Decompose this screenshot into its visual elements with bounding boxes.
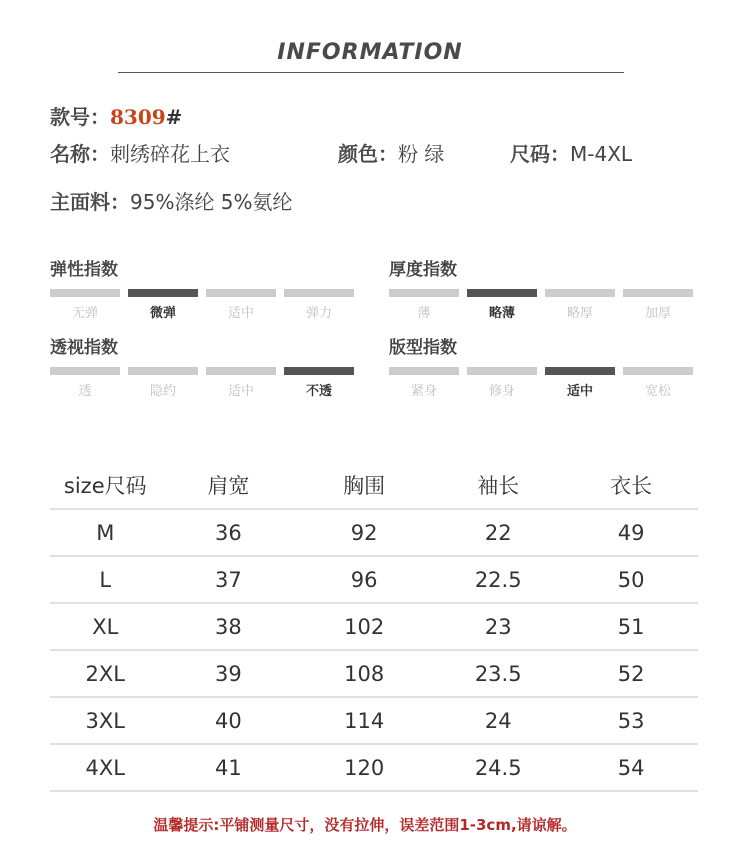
fit-option-label: 修身 xyxy=(488,384,515,399)
elasticity-bar-1 xyxy=(50,289,120,297)
thickness-bar-3 xyxy=(545,289,615,297)
product-name-row xyxy=(50,138,230,167)
table-row xyxy=(50,603,698,650)
fabric-value: 95%涤纶 5%氨纶 xyxy=(130,190,293,214)
fit-bar-1 xyxy=(389,367,459,375)
table-cell: 24 xyxy=(432,697,564,744)
fit-option-label: 适中 xyxy=(566,384,593,399)
header-sleeve: 袖长 xyxy=(477,474,520,498)
elasticity-title: 弹性指数 xyxy=(50,260,118,280)
transparency-bar-4 xyxy=(284,367,354,375)
transparency-bar-2 xyxy=(128,367,198,375)
table-cell: 96 xyxy=(296,556,432,603)
fabric-label: 主面料： xyxy=(50,190,130,214)
table-cell: 92 xyxy=(296,509,432,556)
code-suffix: # xyxy=(165,105,183,129)
size-table xyxy=(50,462,698,792)
table-cell: 22.5 xyxy=(432,556,564,603)
thickness-title: 厚度指数 xyxy=(389,260,457,280)
size-value: M-4XL xyxy=(570,142,633,166)
table-cell: 41 xyxy=(161,744,297,791)
thickness-option-label: 略厚 xyxy=(566,306,593,321)
table-cell: 114 xyxy=(296,697,432,744)
elasticity-option-label: 适中 xyxy=(227,306,254,321)
product-code-row xyxy=(50,101,182,130)
elasticity-bar-4 xyxy=(284,289,354,297)
table-cell: 120 xyxy=(296,744,432,791)
name-label: 名称： xyxy=(50,142,110,166)
table-cell: 49 xyxy=(564,509,698,556)
measurement-note: 温馨提示:平铺测量尺寸，没有拉伸，误差范围1-3cm,请谅解。 xyxy=(153,816,577,834)
code-value: 8309 xyxy=(110,105,166,129)
table-cell: 53 xyxy=(564,697,698,744)
product-size-row xyxy=(510,138,632,167)
table-cell: 39 xyxy=(161,650,297,697)
color-value: 粉 绿 xyxy=(398,142,445,166)
color-label: 颜色： xyxy=(338,142,398,166)
transparency-option-label: 不透 xyxy=(305,384,332,399)
table-cell: M xyxy=(50,509,161,556)
transparency-title: 透视指数 xyxy=(50,338,118,358)
header-shoulder: 肩宽 xyxy=(207,474,250,498)
table-cell: 102 xyxy=(296,603,432,650)
transparency-option-label: 适中 xyxy=(227,384,254,399)
fit-option-label: 宽松 xyxy=(644,384,671,399)
table-cell: 23 xyxy=(432,603,564,650)
table-cell: 36 xyxy=(161,509,297,556)
fit-option-label: 紧身 xyxy=(410,384,437,399)
table-row xyxy=(50,650,698,697)
table-cell: 54 xyxy=(564,744,698,791)
title-underline xyxy=(118,72,624,73)
fit-bar-2 xyxy=(467,367,537,375)
table-cell: 108 xyxy=(296,650,432,697)
size-table-header xyxy=(50,462,698,509)
fit-scale xyxy=(389,367,693,401)
page-title: INFORMATION xyxy=(277,40,463,65)
product-color-row xyxy=(338,138,444,167)
table-cell: 52 xyxy=(564,650,698,697)
table-cell: 22 xyxy=(432,509,564,556)
fit-bar-4 xyxy=(623,367,693,375)
transparency-bar-3 xyxy=(206,367,276,375)
elasticity-option-label: 无弹 xyxy=(71,306,98,321)
table-cell: 40 xyxy=(161,697,297,744)
table-cell: 37 xyxy=(161,556,297,603)
table-cell: L xyxy=(50,556,161,603)
size-label: 尺码： xyxy=(510,142,570,166)
elasticity-option-label: 微弹 xyxy=(149,306,176,321)
thickness-option-label: 加厚 xyxy=(644,306,671,321)
transparency-scale xyxy=(50,367,354,401)
transparency-option-label: 隐约 xyxy=(149,384,176,399)
thickness-option-label: 薄 xyxy=(417,306,431,321)
header-chest: 胸围 xyxy=(343,474,386,498)
thickness-option-label: 略薄 xyxy=(488,306,515,321)
elasticity-bar-2 xyxy=(128,289,198,297)
table-row xyxy=(50,556,698,603)
table-cell: 50 xyxy=(564,556,698,603)
thickness-bar-4 xyxy=(623,289,693,297)
thickness-bar-1 xyxy=(389,289,459,297)
elasticity-option-label: 弹力 xyxy=(305,306,332,321)
table-cell: 23.5 xyxy=(432,650,564,697)
table-cell: 3XL xyxy=(50,697,161,744)
header-size: size尺码 xyxy=(63,474,147,498)
table-cell: 51 xyxy=(564,603,698,650)
table-row xyxy=(50,697,698,744)
transparency-option-label: 透 xyxy=(78,384,92,399)
table-cell: 38 xyxy=(161,603,297,650)
name-value: 刺绣碎花上衣 xyxy=(110,142,230,166)
table-cell: 4XL xyxy=(50,744,161,791)
code-label: 款号： xyxy=(50,105,110,129)
elasticity-scale xyxy=(50,289,354,323)
table-row xyxy=(50,744,698,791)
transparency-bar-1 xyxy=(50,367,120,375)
fit-title: 版型指数 xyxy=(389,338,457,358)
thickness-scale xyxy=(389,289,693,323)
thickness-bar-2 xyxy=(467,289,537,297)
table-row xyxy=(50,509,698,556)
table-cell: 24.5 xyxy=(432,744,564,791)
table-cell: 2XL xyxy=(50,650,161,697)
header-length: 衣长 xyxy=(610,474,653,498)
table-cell: XL xyxy=(50,603,161,650)
product-fabric-row xyxy=(50,186,293,215)
fit-bar-3 xyxy=(545,367,615,375)
elasticity-bar-3 xyxy=(206,289,276,297)
